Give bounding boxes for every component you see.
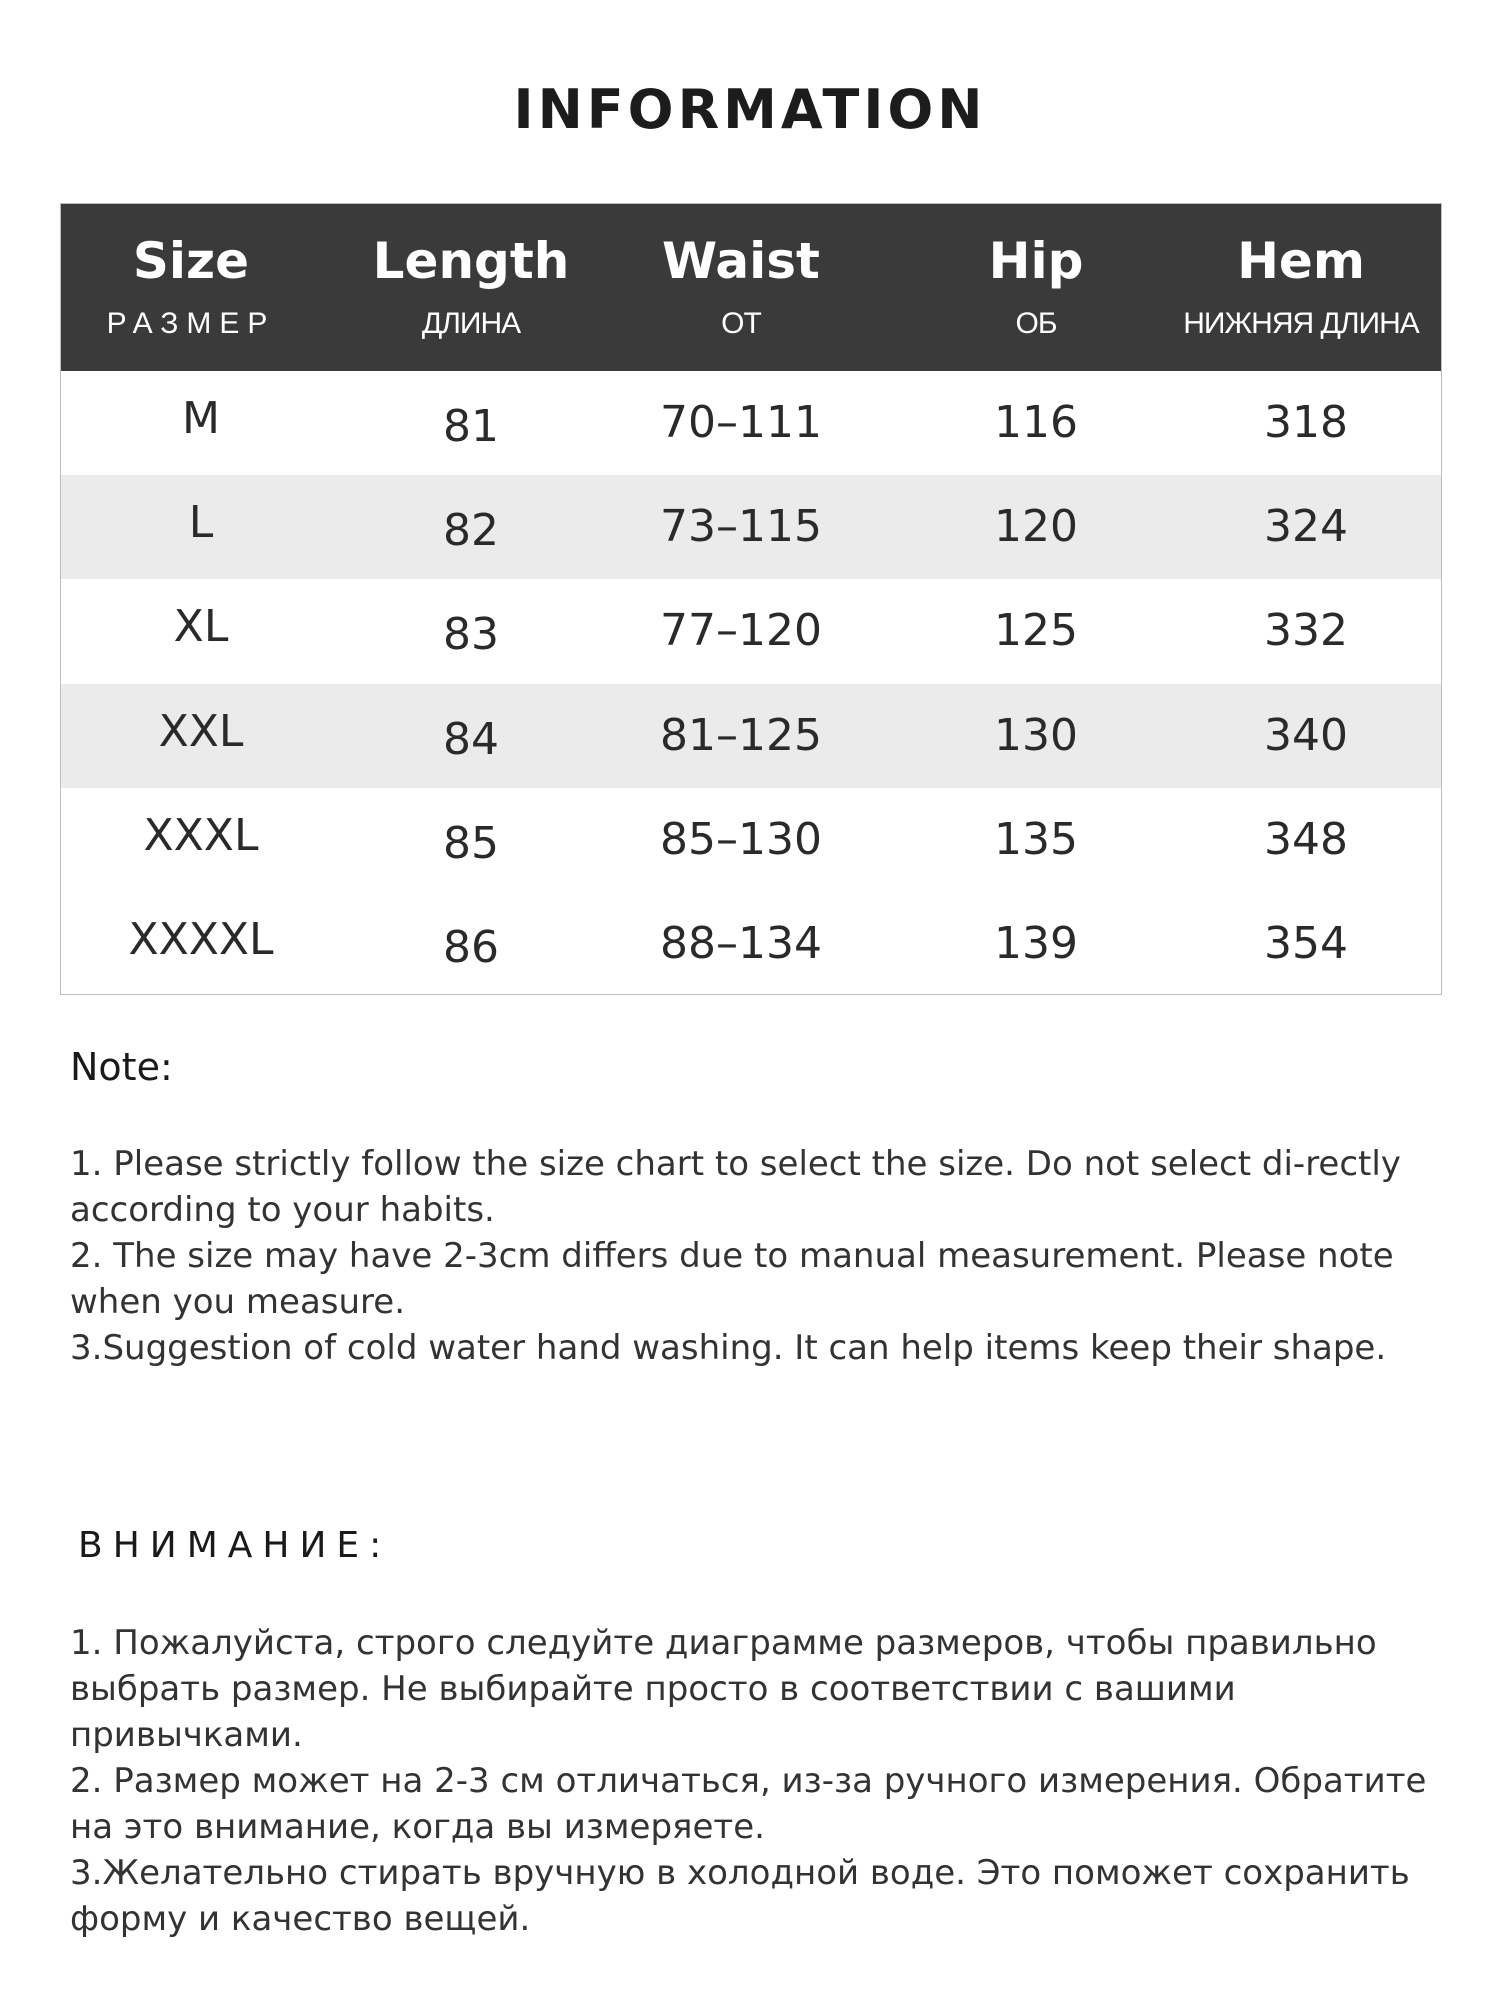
table-row	[61, 684, 1441, 788]
cell-length: 81	[443, 401, 499, 452]
cell-size: XXXXL	[128, 913, 274, 965]
cell-length: 83	[443, 609, 499, 661]
header-length-label-ru: ДЛИНА	[421, 307, 521, 340]
cell-length: 86	[443, 921, 499, 973]
size-chart-table	[60, 203, 1442, 995]
cell-waist: 81–125	[660, 709, 822, 761]
header-length-label: Length	[372, 232, 570, 290]
header-waist-label: Waist	[662, 232, 820, 290]
cell-hem: 354	[1264, 917, 1348, 969]
cell-hip: 116	[994, 397, 1078, 448]
cell-length: 82	[443, 505, 499, 557]
cell-size: XL	[173, 601, 229, 653]
cell-hip: 139	[994, 917, 1078, 969]
table-row	[61, 788, 1441, 892]
note-item: 3.Suggestion of cold water hand washing. It can help items keep their shape.	[70, 1328, 1387, 1368]
ru-note-list	[70, 1620, 1460, 1942]
cell-waist: 85–130	[660, 813, 822, 865]
cell-waist: 73–115	[660, 501, 822, 553]
header-hip-label-ru: ОБ	[1015, 307, 1057, 340]
header-hem	[1121, 204, 1481, 371]
cell-hip: 135	[994, 813, 1078, 865]
cell-size: M	[182, 393, 220, 444]
page-title: INFORMATION	[513, 78, 987, 141]
cell-waist: 88–134	[660, 917, 822, 969]
cell-hem: 348	[1264, 813, 1348, 865]
header-size-label: Size	[132, 232, 250, 290]
cell-hip: 125	[994, 605, 1078, 657]
ru-note-item: 3.Желательно стирать вручную в холодной воде. Это поможет сохранить форму и качество вещей.	[70, 1853, 1410, 1939]
table-row	[61, 579, 1441, 683]
table-header	[61, 204, 1441, 371]
ru-note-heading: ВНИМАНИЕ:	[78, 1525, 392, 1566]
note-item: 2. The size may have 2-3cm differs due to manual measurement. Please note when you measure.	[70, 1236, 1394, 1322]
cell-length: 84	[443, 713, 499, 765]
cell-size: XXXL	[143, 809, 259, 861]
cell-size: XXL	[158, 705, 244, 757]
cell-size: L	[188, 497, 214, 549]
ru-note-item: 2. Размер может на 2-3 см отличаться, из-за ручного измерения. Обратите на это внимание, когда вы измеряете.	[70, 1761, 1427, 1847]
table-row	[61, 892, 1441, 996]
ru-note-item: 1. Пожалуйста, строго следуйте диаграмме размеров, чтобы правильно выбрать размер. Не выбирайте просто в соответствии с вашими привычками.	[70, 1623, 1377, 1755]
cell-hem: 332	[1264, 605, 1348, 657]
cell-hem: 318	[1264, 397, 1348, 448]
note-heading: Note:	[70, 1045, 173, 1089]
header-size-label-ru: РАЗМЕР	[106, 307, 276, 340]
cell-waist: 70–111	[660, 397, 822, 448]
cell-length: 85	[443, 817, 499, 869]
cell-hip: 130	[994, 709, 1078, 761]
cell-hem: 324	[1264, 501, 1348, 553]
table-row	[61, 475, 1441, 579]
table-body	[61, 371, 1441, 996]
cell-hip: 120	[994, 501, 1078, 553]
note-item: 1. Please strictly follow the size chart to select the size. Do not select di-rectly according to your habits.	[70, 1144, 1401, 1230]
cell-hem: 340	[1264, 709, 1348, 761]
header-waist-label-ru: ОТ	[721, 307, 761, 340]
header-hip-label: Hip	[988, 232, 1084, 290]
header-waist	[591, 204, 891, 371]
cell-waist: 77–120	[660, 605, 822, 657]
header-size	[61, 204, 321, 371]
header-length	[321, 204, 621, 371]
header-hem-label-ru: НИЖНЯЯ ДЛИНА	[1183, 307, 1419, 340]
note-list	[70, 1141, 1450, 1371]
header-hem-label: Hem	[1237, 232, 1365, 290]
table-row	[61, 371, 1441, 475]
